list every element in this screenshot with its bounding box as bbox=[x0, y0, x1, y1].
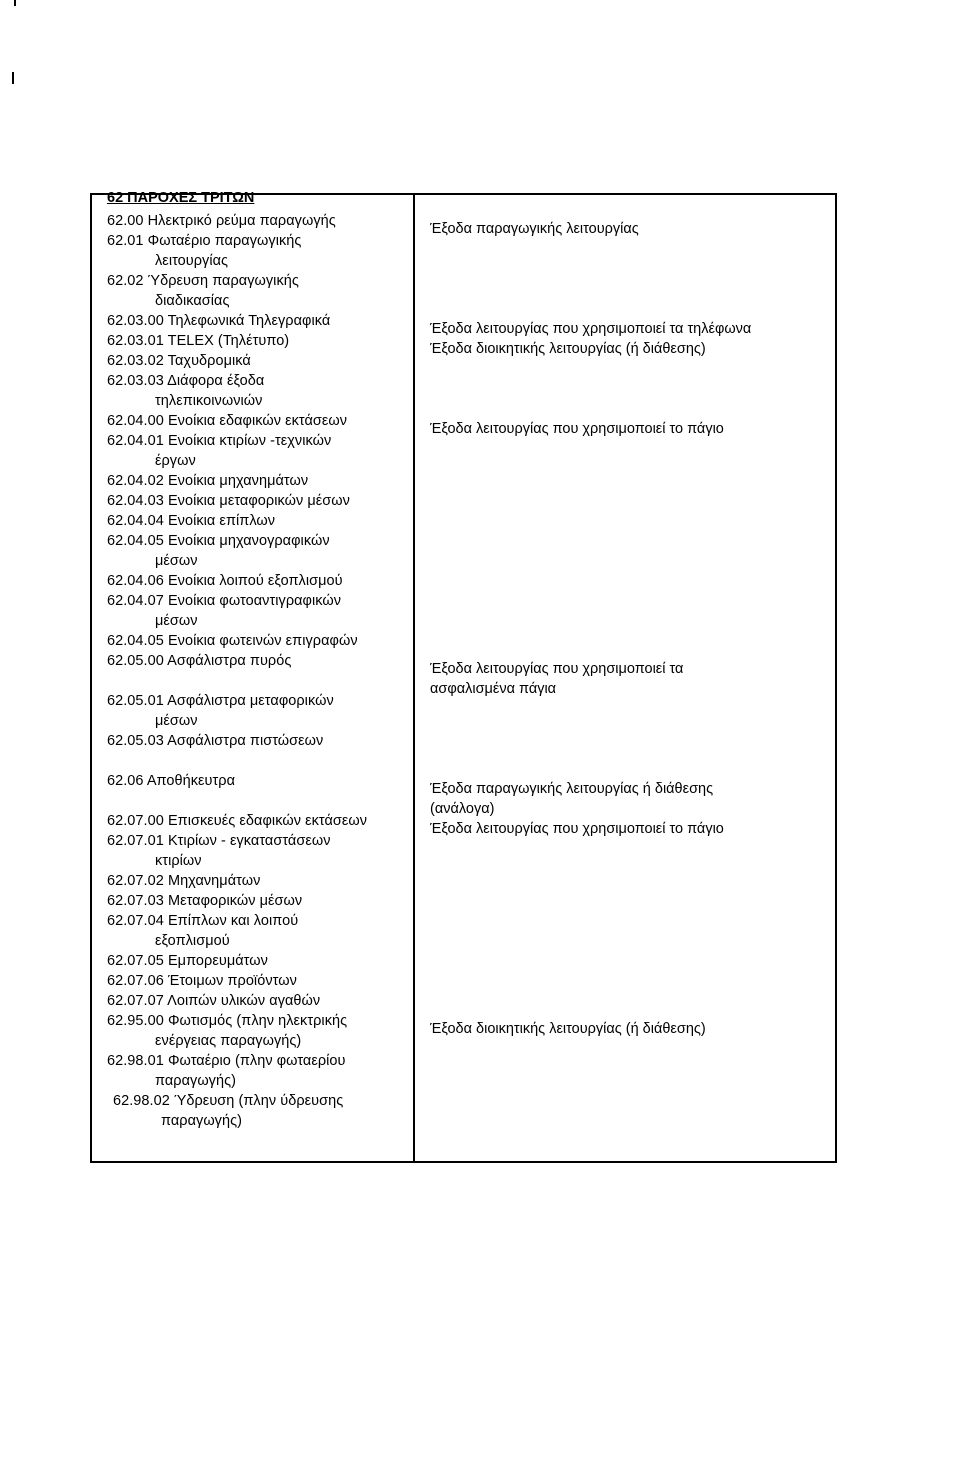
account-row bbox=[107, 412, 347, 432]
allocation-note-line: Έξοδα διοικητικής λειτουργίας (ή διάθεσης) bbox=[430, 1021, 706, 1037]
account-title: Τηλεφωνικά Τηλεγραφικά bbox=[167, 313, 331, 329]
account-row bbox=[107, 972, 297, 992]
account-code: 62.04.07 bbox=[107, 593, 164, 609]
account-row bbox=[107, 312, 330, 332]
account-code-and-title bbox=[107, 633, 358, 649]
account-code-and-title bbox=[107, 953, 268, 969]
account-title: Ενοίκια επίπλων bbox=[167, 513, 276, 529]
account-code: 62.01 bbox=[107, 233, 144, 249]
account-title-continuation: κτιρίων bbox=[155, 852, 202, 869]
account-row bbox=[107, 232, 301, 272]
table-border-right bbox=[835, 193, 837, 1163]
scan-mark bbox=[12, 72, 14, 84]
account-code-and-title bbox=[107, 773, 235, 789]
account-row bbox=[107, 332, 289, 352]
account-row bbox=[107, 912, 298, 952]
account-title: Επίπλων και λοιπού bbox=[167, 913, 299, 929]
account-row bbox=[107, 992, 320, 1012]
account-title: Ενοίκια φωτεινών επιγραφών bbox=[167, 633, 358, 649]
account-code-and-title bbox=[107, 313, 330, 329]
account-row bbox=[107, 692, 334, 732]
account-code-and-title bbox=[107, 573, 343, 589]
account-code-and-title bbox=[107, 733, 323, 749]
allocation-note bbox=[430, 820, 724, 840]
account-code: 62.04.00 bbox=[107, 413, 164, 429]
account-code: 62.07.03 bbox=[107, 893, 164, 909]
account-code: 62.05.01 bbox=[107, 693, 164, 709]
account-row bbox=[107, 652, 291, 672]
account-code-and-title bbox=[107, 533, 330, 549]
allocation-note bbox=[430, 660, 683, 700]
account-code-and-title bbox=[107, 353, 251, 369]
account-code-and-title bbox=[107, 693, 334, 709]
account-code-and-title bbox=[107, 373, 264, 389]
account-row bbox=[107, 1052, 346, 1092]
account-code-and-title bbox=[107, 653, 291, 669]
account-code: 62.07.07 bbox=[107, 993, 164, 1009]
account-title: Ηλεκτρικό ρεύμα παραγωγής bbox=[147, 213, 336, 229]
account-code-and-title bbox=[107, 1053, 346, 1069]
account-code: 62.04.03 bbox=[107, 493, 164, 509]
account-row bbox=[107, 832, 331, 872]
account-row bbox=[113, 1092, 343, 1132]
account-code-and-title bbox=[107, 993, 320, 1009]
account-code: 62.07.00 bbox=[107, 813, 164, 829]
account-title: Ασφάλιστρα πυρός bbox=[167, 653, 292, 669]
account-title: Ενοίκια μεταφορικών μέσων bbox=[167, 493, 350, 509]
scan-mark bbox=[14, 0, 16, 6]
account-code: 62.03.01 bbox=[107, 333, 164, 349]
allocation-note-line: Έξοδα παραγωγικής λειτουργίας bbox=[430, 221, 639, 237]
account-row bbox=[107, 1012, 347, 1052]
account-row bbox=[107, 772, 235, 792]
allocation-note-line: Έξοδα λειτουργίας που χρησιμοποιεί τα τηλέφωνα bbox=[430, 321, 752, 337]
allocation-note-line: Έξοδα διοικητικής λειτουργίας (ή διάθεσης) bbox=[430, 340, 706, 357]
account-code: 62.04.06 bbox=[107, 573, 164, 589]
account-code: 62.00 bbox=[107, 213, 144, 229]
account-title: TELEX (Τηλέτυπο) bbox=[167, 333, 290, 349]
allocation-note-line: Έξοδα λειτουργίας που χρησιμοποιεί το πάγιο bbox=[430, 421, 724, 437]
account-title-continuation: λειτουργίας bbox=[155, 252, 229, 269]
account-code: 62.05.00 bbox=[107, 653, 164, 669]
account-title: Ύδρευση παραγωγικής bbox=[147, 273, 299, 289]
account-row bbox=[107, 592, 341, 632]
account-code: 62.03.02 bbox=[107, 353, 164, 369]
allocation-note bbox=[430, 420, 724, 440]
account-title: Μεταφορικών μέσων bbox=[167, 893, 303, 909]
account-title: Ενοίκια μηχανημάτων bbox=[167, 473, 309, 489]
account-title-continuation: μέσων bbox=[155, 712, 198, 729]
allocation-note-line: Έξοδα λειτουργίας που χρησιμοποιεί τα bbox=[430, 661, 684, 677]
account-row bbox=[107, 632, 358, 652]
account-title: Διάφορα έξοδα bbox=[167, 373, 265, 389]
account-row bbox=[107, 492, 350, 512]
account-row bbox=[107, 872, 260, 892]
account-code: 62.04.04 bbox=[107, 513, 164, 529]
account-row bbox=[107, 372, 264, 412]
account-title: Επισκευές εδαφικών εκτάσεων bbox=[167, 813, 368, 829]
account-code-and-title bbox=[107, 473, 308, 489]
account-title: Ασφάλιστρα πιστώσεων bbox=[167, 733, 324, 749]
account-title: Φωταέριο παραγωγικής bbox=[147, 233, 302, 249]
account-code: 62.07.06 bbox=[107, 973, 164, 989]
account-title-continuation: μέσων bbox=[155, 552, 198, 569]
allocation-note-line: Έξοδα παραγωγικής λειτουργίας ή διάθεσης bbox=[430, 781, 714, 797]
account-title-continuation: τηλεπικοινωνιών bbox=[155, 392, 263, 409]
account-row bbox=[107, 572, 343, 592]
account-code-and-title bbox=[107, 433, 331, 449]
account-title: Λοιπών υλικών αγαθών bbox=[167, 993, 321, 1009]
account-code: 62.04.02 bbox=[107, 473, 164, 489]
account-title: Φωτισμός (πλην ηλεκτρικής bbox=[167, 1013, 348, 1029]
account-title: Ενοίκια φωτοαντιγραφικών bbox=[167, 593, 342, 609]
account-code-and-title bbox=[107, 413, 347, 429]
account-code: 62.04.05 bbox=[107, 633, 164, 649]
account-code-and-title bbox=[113, 1093, 343, 1109]
account-code: 62.07.05 bbox=[107, 953, 164, 969]
account-code: 62.07.02 bbox=[107, 873, 164, 889]
column-divider bbox=[413, 193, 415, 1163]
account-title-continuation: διαδικασίας bbox=[155, 292, 230, 309]
account-code: 62.07.04 bbox=[107, 913, 164, 929]
account-title-continuation: ενέργειας παραγωγής) bbox=[155, 1032, 302, 1049]
account-title: Ταχυδρομικά bbox=[167, 353, 251, 369]
account-code: 62.98.01 bbox=[107, 1053, 164, 1069]
account-title-continuation: έργων bbox=[155, 452, 196, 469]
account-code-and-title bbox=[107, 513, 275, 529]
account-title: Ασφάλιστρα μεταφορικών bbox=[167, 693, 334, 709]
account-code-and-title bbox=[107, 813, 367, 829]
account-code-and-title bbox=[107, 833, 331, 849]
account-row bbox=[107, 892, 302, 912]
account-code-and-title bbox=[107, 1013, 347, 1029]
account-code: 62.06 bbox=[107, 773, 144, 789]
account-code-and-title bbox=[107, 973, 297, 989]
allocation-note-line: Έξοδα λειτουργίας που χρησιμοποιεί το πάγιο bbox=[430, 821, 724, 837]
account-code-and-title bbox=[107, 913, 298, 929]
account-title: Μηχανημάτων bbox=[167, 873, 261, 889]
account-title: Ενοίκια κτιρίων -τεχνικών bbox=[167, 433, 332, 449]
account-code: 62.03.03 bbox=[107, 373, 164, 389]
account-code: 62.05.03 bbox=[107, 733, 164, 749]
account-title: Αποθήκευτρα bbox=[146, 773, 236, 789]
account-code-and-title bbox=[107, 893, 302, 909]
account-code-and-title bbox=[107, 873, 260, 889]
account-row bbox=[107, 952, 268, 972]
account-title: Κτιρίων - εγκαταστάσεων bbox=[167, 833, 331, 849]
allocation-note-line: ασφαλισμένα πάγια bbox=[430, 680, 557, 697]
account-row bbox=[107, 812, 367, 832]
account-code-and-title bbox=[107, 233, 301, 249]
account-title: Ενοίκια μηχανογραφικών bbox=[167, 533, 330, 549]
account-code-and-title bbox=[107, 333, 289, 349]
account-row bbox=[107, 272, 299, 312]
account-title-continuation: παραγωγής) bbox=[161, 1112, 243, 1129]
account-title: Ενοίκια εδαφικών εκτάσεων bbox=[167, 413, 348, 429]
account-title: Ύδρευση (πλην ύδρευσης bbox=[173, 1093, 344, 1109]
account-code: 62.04.01 bbox=[107, 433, 164, 449]
account-title: Ενοίκια λοιπού εξοπλισμού bbox=[167, 573, 343, 589]
account-code: 62.02 bbox=[107, 273, 144, 289]
account-row bbox=[107, 512, 275, 532]
account-title: Έτοιμων προϊόντων bbox=[167, 973, 297, 989]
allocation-note bbox=[430, 1020, 706, 1040]
account-code-and-title bbox=[107, 593, 341, 609]
table-border-bottom bbox=[90, 1161, 837, 1163]
account-code: 62.04.05 bbox=[107, 533, 164, 549]
account-code-and-title bbox=[107, 273, 299, 289]
account-row bbox=[107, 212, 336, 232]
account-row bbox=[107, 352, 251, 372]
account-title-continuation: εξοπλισμού bbox=[155, 932, 230, 949]
account-row bbox=[107, 472, 308, 492]
allocation-note bbox=[430, 220, 639, 240]
account-code: 62.03.00 bbox=[107, 313, 164, 329]
account-code-and-title bbox=[107, 493, 350, 509]
account-code: 62.07.01 bbox=[107, 833, 164, 849]
account-title: Εμπορευμάτων bbox=[167, 953, 268, 969]
account-title-continuation: παραγωγής) bbox=[155, 1072, 237, 1089]
account-row bbox=[107, 432, 331, 472]
allocation-note bbox=[430, 780, 713, 820]
allocation-note-line: (ανάλογα) bbox=[430, 800, 495, 817]
account-title: Φωταέριο (πλην φωταερίου bbox=[167, 1053, 346, 1069]
allocation-note bbox=[430, 320, 751, 360]
account-title-continuation: μέσων bbox=[155, 612, 198, 629]
section-title: 62 ΠΑΡΟΧΕΣ ΤΡΙΤΩΝ bbox=[107, 190, 255, 206]
account-code-and-title bbox=[107, 213, 336, 229]
account-row bbox=[107, 732, 323, 752]
account-row bbox=[107, 532, 330, 572]
account-code: 62.98.02 bbox=[113, 1093, 170, 1109]
account-code: 62.95.00 bbox=[107, 1013, 164, 1029]
table-border-left bbox=[90, 193, 92, 1163]
